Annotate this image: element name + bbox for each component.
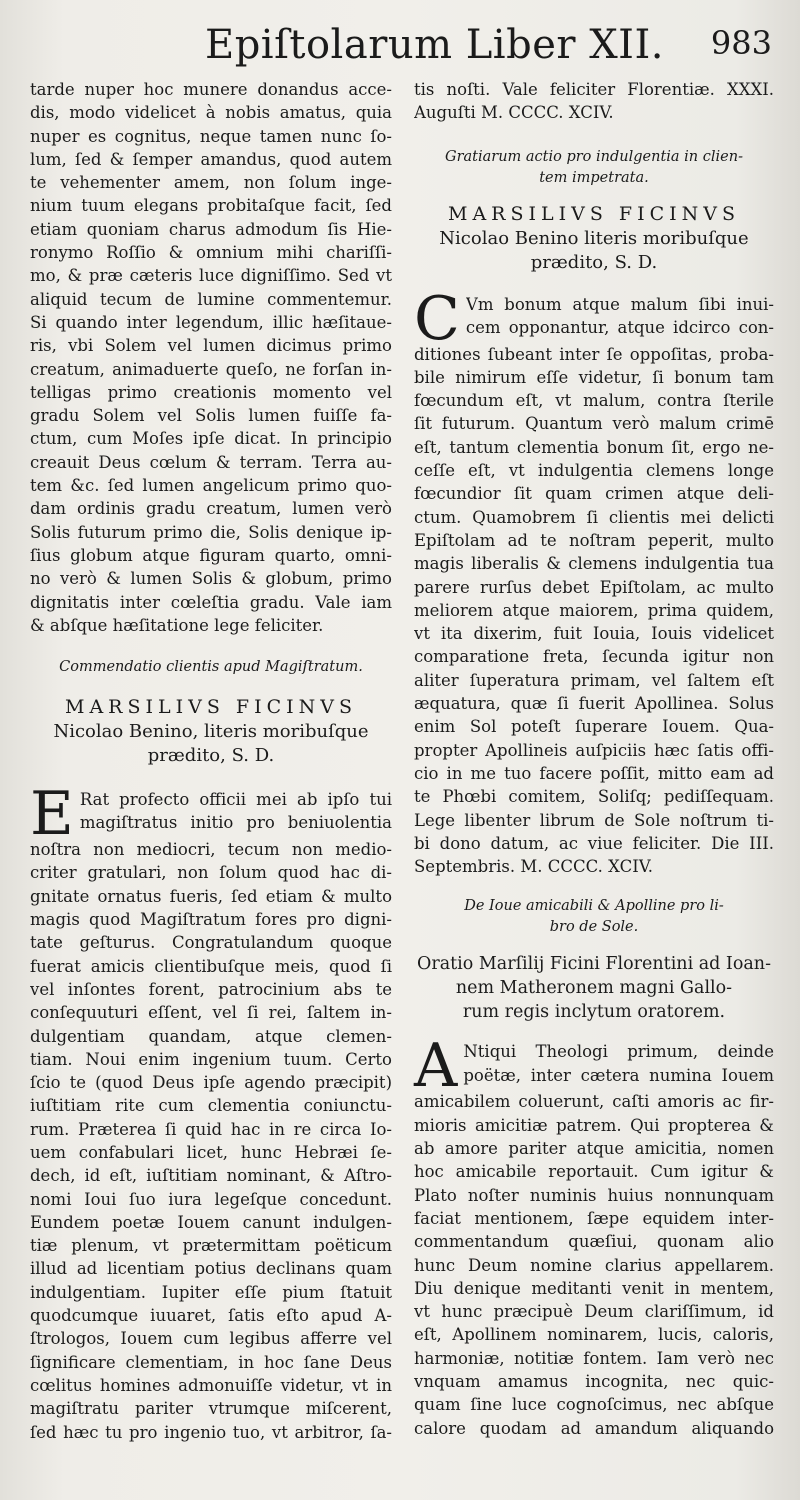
text-line: nomi Ioui ſuo iura legeſque concedunt. [30,1189,392,1209]
letter-heading: bro de Sole. [549,919,639,936]
text-line: parere rurſus debet Epiſtolam, ac multo [414,577,774,597]
text-line: Eundem poetæ Iouem canunt indulgen- [30,1212,392,1232]
text-line: enim Sol poteſt ſuperare Iouem. Qua- [414,717,774,737]
text-line: Diu denique meditanti venit in mentem, [414,1278,774,1298]
text-line: Lege libenter librum de Sole noſtrum ti- [414,810,774,830]
text-line: indulgentiam. Iupiter eſſe pium ſtatuit [30,1282,392,1302]
text-line: tate geſturus. Congratulandum quoque [30,933,392,953]
text-line: quam ſine luce cognoſcimus, nec abſque [414,1395,774,1415]
letter-closing-paragraph [414,78,774,125]
text-line: eſt, Apollinem nominarem, lucis, caloris, [414,1325,774,1345]
text-line: bile nimirum eſſe videtur, ſi bonum tam [414,367,774,387]
text-line: ſed hæc tu pro ingenio tuo, vt arbitror, ſa- [30,1422,392,1442]
text-line: & abſque hæſitatione lege feliciter. [30,615,324,635]
text-line: illud ad licentiam potius declinans quam [30,1259,392,1279]
text-line: dis, modo videlicet à nobis amatus, quia [30,103,392,123]
text-line: magis quod Magiſtratum fores pro digni- [30,910,392,930]
text-line: tarde nuper hoc munere donandus acce- [30,80,392,99]
text-line: calore quodam ad amandum aliquando [414,1418,774,1438]
text-line: æquatura, quæ ſi fuerit Apollinea. Solus [414,694,774,714]
text-line: conſequuturi eſſent, vel ſi rei, ſaltem in- [30,1003,392,1023]
text-line: aliquid tecum de lumine commentemur. [30,289,392,309]
salutation-greeting: prædito, S. D. [147,745,275,767]
text-line: tiæ plenum, vt prætermittam poëticum [30,1236,392,1256]
text-line: fuerat amicis clientibuſque meis, quod ſi [30,956,392,976]
letter-heading: Commendatio clientis apud Magiſtratum. [59,659,363,676]
text-line: lum, ſed & ſemper amandus, quod autem [30,149,392,169]
page-number: 983 [710,24,772,62]
text-line: aliter ſuperatura primam, vel ſaltem eſt [414,670,774,690]
text-line: Ntiqui Theologi primum, deinde [463,1042,774,1062]
salutation-recipient: Nicolao Benino literis moribuſque [439,227,749,249]
text-line: creatum, animaduerte queſo, ne forſan in- [30,359,392,379]
text-line: cœlitus homines admonuiſſe videtur, vt in [30,1375,392,1395]
text-line: dulgentiam quandam, atque clemen- [30,1026,392,1046]
text-line: vt hunc præcipuè Deum clariſſimum, id [414,1302,774,1322]
text-line: commentandum quæſiui, quonam alio [414,1232,774,1252]
text-line: ctum, cum Moſes ipſe dicat. In principio [30,429,392,449]
oration-title [414,952,774,1024]
oration-body-paragraph [414,1031,774,1439]
text-line: comparatione freta, ſecunda igitur non [414,647,774,667]
text-line: bi dono datum, ac viue feliciter. Die III. [414,833,774,853]
letter-body-paragraph [414,283,774,879]
text-line: Septembris. M. CCCC. XCIV. [414,857,654,877]
text-line: ronymo Roſſio & omnium mihi chariſſi- [30,243,392,263]
letter-heading: De Ioue amicabili & Apolline pro li- [464,898,724,915]
text-line: Rat profecto officii mei ab ipſo tui [79,790,392,810]
salutation [414,201,774,275]
text-line: rum. Præterea ſi quid hac in re circa Io- [30,1119,392,1139]
text-line: faciat mentionem, ſæpe equidem inter- [414,1208,774,1228]
text-line: dignitatis inter cœleſtia gradu. Vale iam [30,592,392,612]
text-line: dam ordinis gradu creatum, lumen verò [30,499,392,519]
text-line: etiam quoniam charus admodum ſis Hie- [30,219,392,239]
text-line: mo, & præ cæteris luce digniſſimo. Sed vt [30,266,392,286]
text-line: vt ita dixerim, fuit Iouia, Iouis videlicet [414,624,774,644]
salutation-greeting: prædito, S. D. [530,251,658,273]
text-line: Epiſtolam ad te noſtram peperit, multo [414,530,774,550]
text-line: tem &c. ſed lumen angelicum primo quo- [30,476,392,496]
title-line: rum regis inclytum oratorem. [462,1002,726,1023]
text-line: cem opponantur, atque idcirco con- [465,317,774,337]
drop-cap-letter: C [414,283,460,354]
text-line: propter Apollineis auſpiciis hæc ſatis offi- [414,740,774,760]
text-line: mioris amicitiæ patrem. Qui propterea & [414,1115,774,1135]
text-line: ris, vbi Solem vel lumen dicimus primo [30,336,392,356]
text-line: poëtæ, inter cætera numina Iouem [463,1065,774,1085]
text-line: magiſtratu pariter vtrumque miſcerent, [30,1399,392,1419]
letter-heading: Gratiarum actio pro indulgentia in clien- [445,148,743,165]
title-line: Oratio Marſilij Ficini Florentini ad Ioan- [416,954,771,975]
letter-body-paragraph [30,779,392,1444]
text-line: ſit futurum. Quantum verò malum crimē [414,414,774,434]
text-line: eſt, tantum clementia bonum ſit, ergo ne- [414,437,774,457]
right-column [414,78,774,1440]
text-line: fœcundior ſit quam crimen atque deli- [414,484,774,504]
text-line: ceſſe eſt, vt indulgentia clemens longe [414,461,774,481]
text-line: te Phœbi comitem, Soliſq; pediſſequam. [414,787,774,807]
text-line: Solis futurum primo die, Solis denique ip- [30,522,392,542]
text-line: ſcio te (quod Deus ipſe agendo præcipit) [30,1073,392,1093]
text-line: dech, id eſt, iuſtitiam nominant, & Aſtro- [30,1166,392,1186]
text-line: vnquam amamus incognita, nec quic- [414,1371,774,1391]
text-line: amicabilem coluerunt, caſti amoris ac fir- [414,1092,774,1112]
text-line: iuſtitiam rite cum clementia coniunctu- [30,1096,392,1116]
text-line: hunc Deum nomine clarius appellarem. [414,1255,774,1275]
text-line: noſtra non mediocri, tecum non medio- [30,840,392,860]
text-line: gradu Solem vel Solis lumen fuiſſe fa- [30,406,392,426]
letter-heading: tem impetrata. [539,169,649,186]
running-header [0,18,800,78]
text-line: vel inſontes forent, patrocinium abs te [30,979,392,999]
text-line: ſignificare clementiam, in hoc ſane Deus [30,1352,392,1372]
text-line: meliorem atque maiorem, prima quidem, [414,600,774,620]
text-line: harmoniæ, notitiæ fontem. Iam verò nec [414,1348,774,1368]
drop-cap-letter: E [30,779,74,850]
text-line: magis liberalis & clemens indulgentia tua [414,554,774,574]
text-line: hoc amicabile reportauit. Cum igitur & [414,1162,774,1182]
text-line: Si quando inter legendum, illic hæſitaue- [30,312,392,332]
text-line: fœcundum eſt, vt malum, contra ſterile [414,391,774,411]
text-line: uem confabulari licet, hunc Hebræi ſe- [30,1142,392,1162]
salutation [30,694,392,768]
drop-cap-letter: A [414,1031,458,1102]
text-line: telligas primo creationis momento vel [30,382,392,402]
text-line: te vehementer amem, non ſolum inge- [30,173,392,193]
salutation-recipient: Nicolao Benino, literis moribuſque [53,721,369,743]
left-column [30,78,392,1444]
text-line: ſtrologos, Iouem cum legibus afferre vel [30,1329,392,1349]
text-line: tis noſti. Vale feliciter Florentiæ. XXXI. [414,80,774,99]
text-line: gnitate ornatus fueris, ſed etiam & multo [30,886,392,906]
text-line: creauit Deus cœlum & terram. Terra au- [30,452,392,472]
text-line: ab amore pariter atque amicitia, nomen [414,1139,774,1159]
salutation-author: MARSILIVS FICINVS [448,202,740,225]
salutation-author: MARSILIVS FICINVS [65,696,357,719]
title-line: nem Matheronem magni Gallo- [455,978,733,999]
text-line: magiſtratus initio pro beniuolentia [79,813,392,833]
text-line: Vm bonum atque malum ſibi inui- [465,294,774,314]
text-line: ditiones ſubeant inter ſe oppoſitas, proba- [414,344,774,364]
text-line: Plato noſter numinis huius nonnunquam [414,1185,774,1205]
text-line: criter gratulari, non ſolum quod hac di- [30,863,392,883]
text-line: tiam. Noui enim ingenium tuum. Certo [30,1049,392,1069]
text-line: nuper es cognitus, neque tamen nunc ſo- [30,126,392,146]
text-line: ſius globum atque figuram quarto, omni- [30,545,392,565]
text-line: cio in me tuo facere poſſit, mitto eam ad [414,763,774,783]
running-title: Epiſtolarum Liber XII. [205,22,664,68]
text-line: ctum. Quamobrem ſi clientis mei delicti [414,507,774,527]
text-line: nium tuum elegans probitaſque facit, ſed [30,196,392,216]
text-line: Auguſti M. CCCC. XCIV. [414,103,614,123]
text-line: quodcumque iuuaret, ſatis eſto apud A- [30,1306,392,1326]
text-line: no verò & lumen Solis & globum, primo [30,569,392,589]
letter-closing-paragraph [30,78,392,637]
